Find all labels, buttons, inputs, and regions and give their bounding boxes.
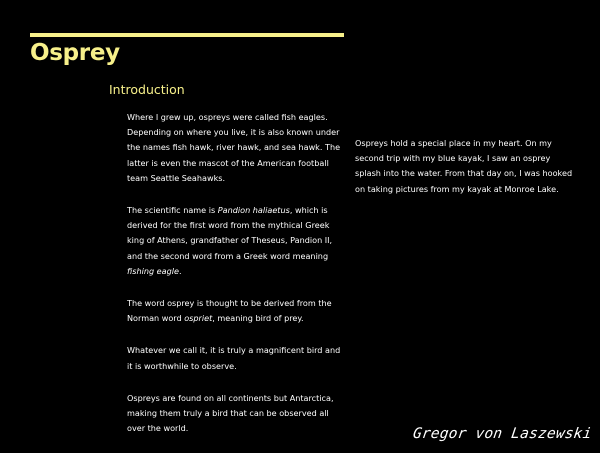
- text-run: , meaning bird of prey.: [212, 313, 304, 324]
- section-heading: Introduction: [109, 82, 185, 97]
- scientific-name: Pandion haliaetus: [217, 205, 290, 216]
- text-run: The word osprey is thought to be derived from the Norman word: [127, 298, 332, 324]
- left-text-column: [127, 110, 347, 453]
- paragraph-kayak-story: Ospreys hold a special place in my heart. On my second trip with my blue kayak, I saw an osprey splash into the water. From that day on, I was hooked on taking pictures from my kayak at Monroe Lake.: [355, 138, 573, 194]
- greek-meaning: fishing eagle: [127, 265, 179, 276]
- page-title: Osprey: [30, 40, 120, 66]
- paragraph-names: Where I grew up, ospreys were called fish eagles. Depending on where you live, it is also known under the names fish hawk, river hawk, and sea hawk. The latter is even the mascot of the American football team Seattle Seahawks.: [127, 112, 341, 183]
- paragraph-scientific-name: [127, 203, 347, 279]
- paragraph-etymology: [127, 296, 347, 326]
- right-text-column: [355, 136, 575, 214]
- paragraph-magnificent: Whatever we call it, it is truly a magnificent bird and it is worthwhile to observe.: [127, 345, 341, 371]
- norman-word: ospriet: [184, 313, 213, 324]
- text-run: The scientific name is: [127, 205, 218, 216]
- title-rule: [30, 33, 344, 37]
- author-signature: Gregor von Laszewski: [412, 426, 594, 442]
- text-run: , which is derived for the first word from the mythical Greek king of Athens, grandfather of Theseus, Pandion II, and the second word from a Greek word meaning: [127, 205, 333, 261]
- text-run: .: [178, 265, 182, 276]
- paragraph-distribution: Ospreys are found on all continents but Antarctica, making them truly a bird that can be observed all over the world.: [127, 392, 334, 434]
